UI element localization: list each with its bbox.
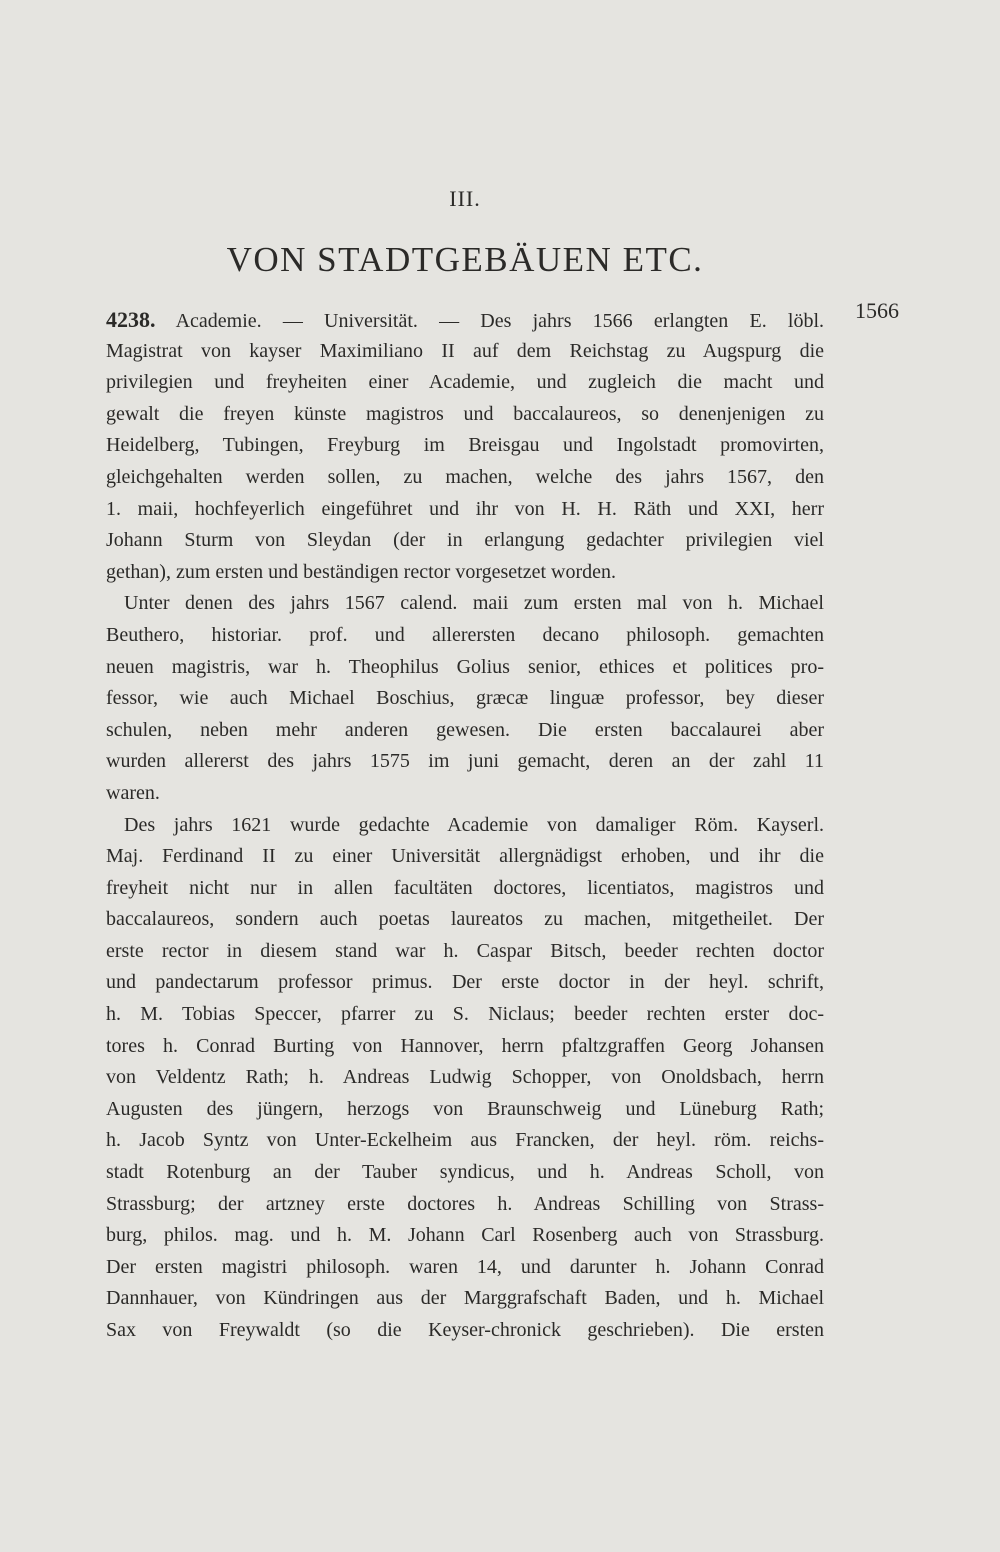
text-line: Magistrat von kayser Maximiliano II auf dem Reichstag zu Augspurg die: [106, 339, 824, 362]
text-line: Maj. Ferdinand II zu einer Universität allergnädigst erhoben, und ihr die: [106, 845, 824, 868]
text-line: Augusten des jüngern, herzogs von Braunschweig und Lüneburg Rath;: [106, 1097, 824, 1120]
text-line: burg, philos. mag. und h. M. Johann Carl Rosenberg auch von Strassburg.: [106, 1224, 824, 1247]
text-line: Johann Sturm von Sleydan (der in erlangung gedachter privilegien viel: [106, 529, 824, 552]
text-line: waren.: [106, 781, 160, 804]
text-line: h. M. Tobias Speccer, pfarrer zu S. Niclaus; beeder rechten erster doc-: [106, 1003, 824, 1026]
section-title: VON STADTGEBÄUEN ETC.: [226, 240, 704, 279]
text-line: gethan), zum ersten und beständigen rector vorgesetzet worden.: [106, 560, 616, 583]
margin-year-note: 1566: [855, 298, 899, 323]
text-line: h. Jacob Syntz von Unter-Eckelheim aus Francken, der heyl. röm. reichs-: [106, 1129, 824, 1152]
text-line-content: Academie. — Universität. — Des jahrs 1566 erlangten E. löbl.: [155, 310, 824, 332]
text-line: Der ersten magistri philosoph. waren 14, und darunter h. Johann Conrad: [106, 1255, 824, 1278]
text-line: [106, 304, 824, 336]
text-line: tores h. Conrad Burting von Hannover, herrn pfaltzgraffen Georg Johansen: [106, 1034, 824, 1057]
text-line: stadt Rotenburg an der Tauber syndicus, und h. Andreas Scholl, von: [106, 1161, 824, 1184]
text-line: und pandectarum professor primus. Der erste doctor in der heyl. schrift,: [106, 971, 824, 994]
text-line: gewalt die freyen künste magistros und baccalaureos, so denenjenigen zu: [106, 402, 824, 425]
text-line: Strassburg; der artzney erste doctores h. Andreas Schilling von Strass-: [106, 1192, 824, 1215]
text-line: privilegien und freyheiten einer Academie, und zugleich die macht und: [106, 371, 824, 394]
text-line: Unter denen des jahrs 1567 calend. maii zum ersten mal von h. Michael: [124, 592, 824, 615]
entry-body: [106, 304, 824, 1347]
text-line: wurden allererst des jahrs 1575 im juni gemacht, deren an der zahl 11: [106, 750, 824, 773]
text-line: Des jahrs 1621 wurde gedachte Academie von damaliger Röm. Kayserl.: [124, 813, 824, 836]
section-number: III.: [449, 186, 481, 211]
entry-number: 4238.: [106, 307, 156, 332]
text-line: erste rector in diesem stand war h. Caspar Bitsch, beeder rechten doctor: [106, 939, 824, 962]
text-line: von Veldentz Rath; h. Andreas Ludwig Schopper, von Onoldsbach, herrn: [106, 1066, 824, 1089]
text-line: schulen, neben mehr anderen gewesen. Die ersten baccalaurei aber: [106, 718, 824, 741]
text-line: neuen magistris, war h. Theophilus Golius senior, ethices et politices pro-: [106, 655, 824, 678]
text-line: baccalaureos, sondern auch poetas laureatos zu machen, mitgetheilet. Der: [106, 908, 824, 931]
text-line: gleichgehalten werden sollen, zu machen, welche des jahrs 1567, den: [106, 465, 824, 488]
text-line: freyheit nicht nur in allen facultäten doctores, licentiatos, magistros und: [106, 876, 824, 899]
text-line: fessor, wie auch Michael Boschius, græcæ linguæ professor, bey dieser: [106, 687, 824, 710]
text-line: Sax von Freywaldt (so die Keyser-chronick geschrieben). Die ersten: [106, 1319, 824, 1341]
text-line: Dannhauer, von Kündringen aus der Marggrafschaft Baden, und h. Michael: [106, 1287, 824, 1310]
text-line: 1. maii, hochfeyerlich eingeführet und ihr von H. H. Räth und XXI, herr: [106, 497, 824, 520]
text-line: Heidelberg, Tubingen, Freyburg im Breisgau und Ingolstadt promovirten,: [106, 434, 824, 457]
text-line: Beuthero, historiar. prof. und allerersten decano philosoph. gemachten: [106, 623, 824, 646]
